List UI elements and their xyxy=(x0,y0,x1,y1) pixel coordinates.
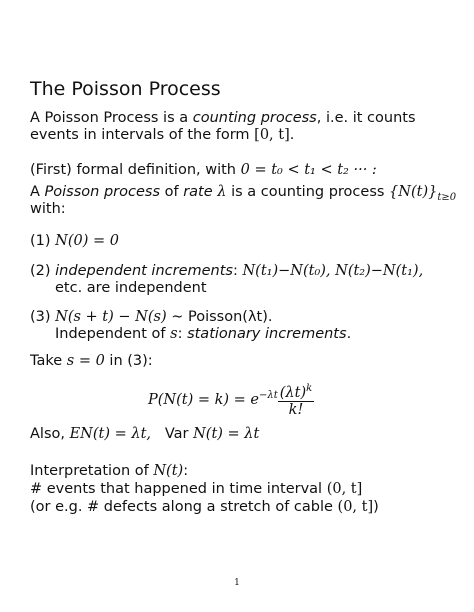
also-text: Also, xyxy=(30,426,70,442)
definition-text-counting: is a counting process xyxy=(226,184,390,200)
formula-exponent: −λt xyxy=(259,390,278,401)
item-3-label: (3) xyxy=(30,309,56,325)
item-2-continuation: etc. are independent xyxy=(55,280,207,296)
time-ordering-math: 0 = t₀ < t₁ < t₂ ··· : xyxy=(240,162,377,178)
events-text: # events that happened in time interval xyxy=(30,481,327,497)
item-1 xyxy=(30,232,119,250)
expectation-math: EN(t) = λt, xyxy=(69,426,152,442)
defects-close-paren: ) xyxy=(373,499,379,515)
s-variable: s xyxy=(170,326,178,342)
intro-line-2 xyxy=(30,126,294,144)
var-text: Var xyxy=(151,426,194,442)
interpretation-line-1 xyxy=(30,462,188,480)
expectation-variance-line xyxy=(30,425,259,443)
item-3-math: N(s + t) − N(s) ∼ xyxy=(55,309,188,325)
item-3-continuation xyxy=(55,325,351,343)
definition-line-3: with: xyxy=(30,201,66,217)
formula-numerator xyxy=(278,381,314,402)
interpretation-line-2 xyxy=(30,480,362,498)
definition-line-1 xyxy=(30,161,377,179)
defects-interval-math: (0, t] xyxy=(337,499,374,515)
numerator-exponent: k xyxy=(306,383,313,395)
definition-text: (First) formal definition, with xyxy=(30,162,241,178)
item-2-label: (2) xyxy=(30,263,56,279)
item-3-period: . xyxy=(346,326,352,342)
take-text: Take xyxy=(30,353,67,369)
take-text-end: in (3): xyxy=(104,353,153,369)
item-2-math: N(t₁)−N(t₀), N(t₂)−N(t₁), xyxy=(242,263,424,279)
page-title: The Poisson Process xyxy=(30,78,221,100)
process-set-subscript: t≥0 xyxy=(437,191,457,203)
definition-line-2 xyxy=(30,183,456,207)
counting-process-term: counting process xyxy=(192,110,317,126)
interpretation-line-3 xyxy=(30,498,379,516)
formula-fraction xyxy=(278,381,314,418)
intro-line-1 xyxy=(30,109,416,127)
stationary-increments-term: stationary increments xyxy=(187,326,347,342)
lambda-symbol: λ xyxy=(212,184,227,200)
rate-term: rate xyxy=(183,184,213,200)
definition-text-a: A xyxy=(30,184,45,200)
item-3 xyxy=(30,308,272,326)
poisson-pmf-formula xyxy=(148,376,314,420)
item-1-label: (1) xyxy=(30,233,56,249)
interpretation-text: Interpretation of xyxy=(30,463,154,479)
process-set-math: {N(t)} xyxy=(389,184,438,200)
formula-denominator: k! xyxy=(288,402,304,419)
poisson-process-term: Poisson process xyxy=(44,184,160,200)
item-1-math: N(0) = 0 xyxy=(55,233,119,249)
formula-lhs: P(N(t) = k) = e xyxy=(148,391,260,408)
intro-text: A Poisson Process is a xyxy=(30,110,193,126)
variance-math: N(t) = λt xyxy=(193,426,260,442)
independent-increments-term: independent increments xyxy=(55,263,233,279)
numerator-base: (λt) xyxy=(279,385,307,402)
intro-text-end: , i.e. it counts xyxy=(316,110,416,126)
defects-text: (or e.g. # defects along a stretch of cable xyxy=(30,499,338,515)
item-2 xyxy=(30,262,423,280)
item-3-colon: : xyxy=(177,326,188,342)
intro-period: . xyxy=(289,127,295,143)
definition-text-of: of xyxy=(160,184,184,200)
independent-text: Independent of xyxy=(55,326,171,342)
item-2-colon: : xyxy=(232,263,243,279)
take-math: s = 0 xyxy=(66,353,105,369)
poisson-distribution: Poisson(λt). xyxy=(187,309,273,325)
interval-math: [0, t] xyxy=(254,127,290,143)
interpretation-math: N(t) xyxy=(153,463,184,479)
interpretation-colon: : xyxy=(183,463,189,479)
take-line xyxy=(30,352,153,370)
page-number: 1 xyxy=(234,578,240,588)
intro-text-2: events in intervals of the form xyxy=(30,127,255,143)
events-interval-math: (0, t] xyxy=(326,481,363,497)
